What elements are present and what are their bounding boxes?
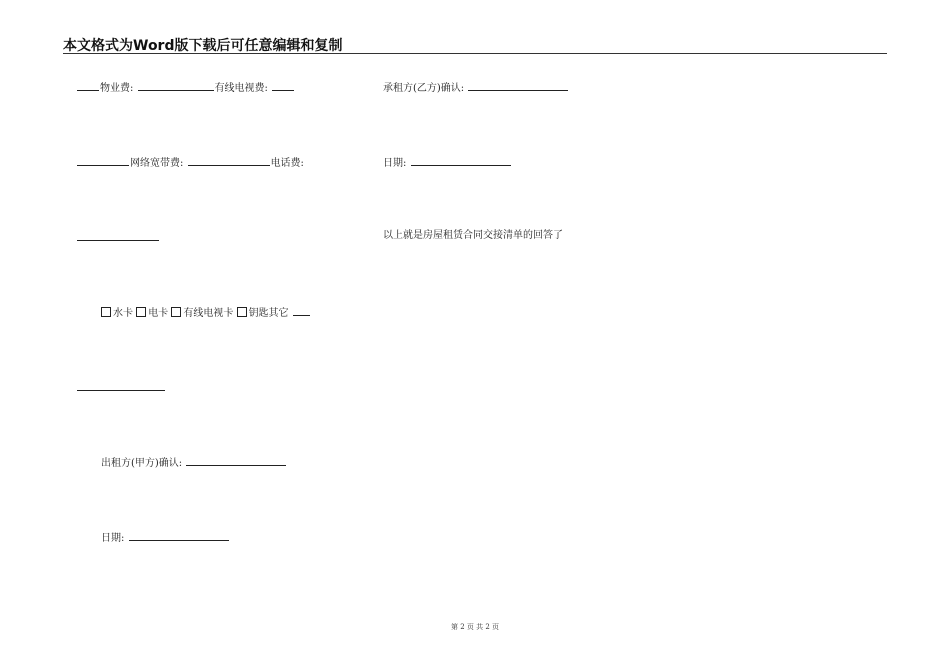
cable-tv-card-checkbox[interactable] [171,307,181,317]
lessor-date-line [101,529,230,546]
other-items-blank-line [76,379,166,396]
header-divider [63,53,887,54]
lessee-date-blank[interactable] [411,154,511,166]
cable-tv-fee-label: 有线电视费: [214,83,268,94]
lessor-confirm-line [101,454,287,471]
lessee-confirm-line [383,79,569,96]
phone-fee-blank-line [76,229,160,246]
phone-fee-label: 电话费: [270,158,304,169]
lessor-date-label: 日期: [101,533,125,544]
handover-cards-line [101,304,311,321]
water-card-checkbox[interactable] [101,307,111,317]
lessee-confirm-label: 承租方(乙方)确认: [383,83,465,94]
internet-fee-label: 网络宽带费: [130,158,184,169]
lessor-date-blank[interactable] [129,529,229,541]
lessee-date-label: 日期: [383,158,407,169]
keys-other-checkbox[interactable] [237,307,247,317]
property-fee-label: 物业费: [100,83,134,94]
lessor-confirm-label: 出租方(甲方)确认: [101,458,183,469]
electric-card-checkbox[interactable] [136,307,146,317]
electric-card-label: 电卡 [148,308,169,319]
keys-other-blank[interactable] [293,304,310,316]
cable-tv-card-label: 有线电视卡 [183,308,234,319]
property-fee-blank[interactable] [138,79,214,91]
internet-fee-blank[interactable] [188,154,270,166]
keys-other-label: 钥匙其它 [248,308,289,319]
document-header-title: 本文格式为Word版下载后可任意编辑和复制 [63,38,343,54]
lessee-confirm-blank[interactable] [468,79,568,91]
fee-line-property-cable [76,79,295,96]
lessee-date-line [383,154,512,171]
other-items-blank[interactable] [77,379,165,391]
fee-line-internet-phone [76,154,304,171]
phone-fee-blank[interactable] [77,229,159,241]
blank-field[interactable] [77,79,99,91]
cable-tv-fee-blank[interactable] [272,79,294,91]
lessor-confirm-blank[interactable] [186,454,286,466]
water-card-label: 水卡 [113,308,133,319]
closing-remark: 以上就是房屋租赁合同交接清单的回答了 [383,230,563,241]
page-number-footer: 第 2 页 共 2 页 [450,623,500,631]
blank-field[interactable] [77,154,129,166]
